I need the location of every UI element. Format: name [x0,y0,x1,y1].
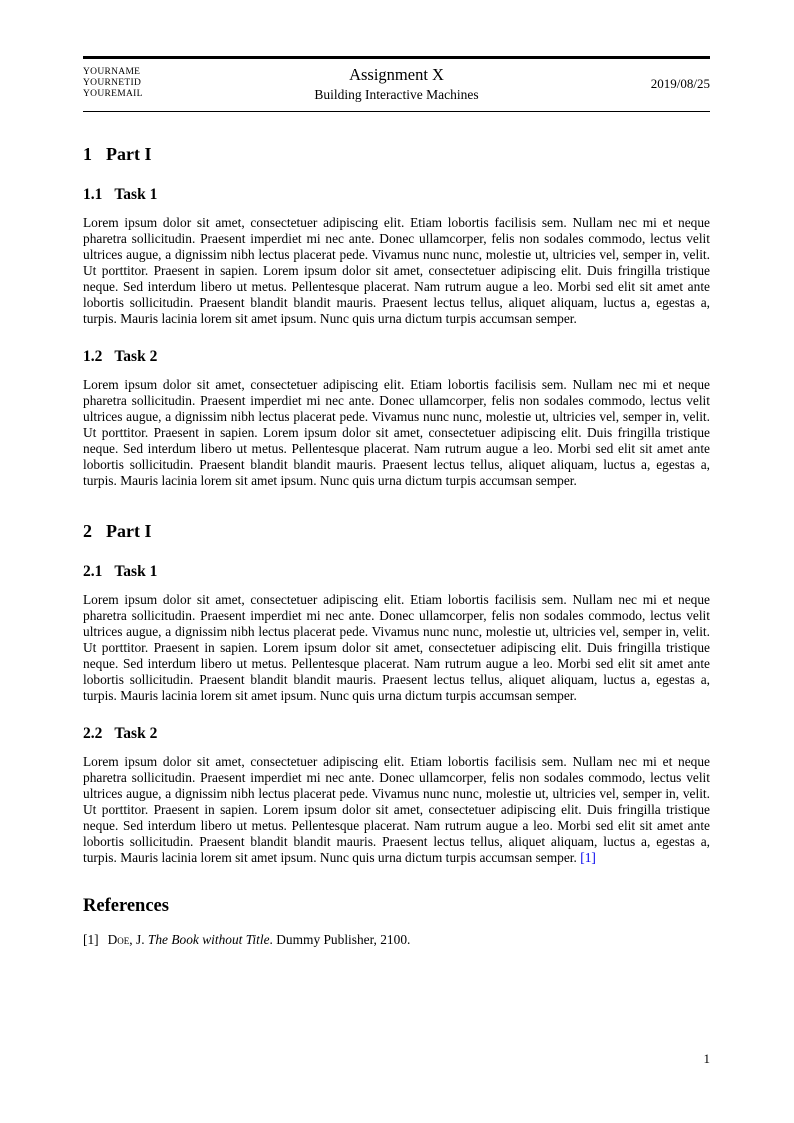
subsection-2-2-title: Task 2 [114,724,158,742]
author-block [83,67,314,100]
paragraph-text: Lorem ipsum dolor sit amet, consectetuer adipiscing elit. Etiam lobortis facilisis sem. Nullam nec mi et neque pharetra sollicitudin. Praesent imperdiet mi nec ante. Donec ullamcorper, felis non sodales commodo, lectus velit ultrices augue, a dignissim nibh lectus placerat pede. Vivamus nunc nunc, molestie ut, ultricies vel, semper in, velit. Ut porttitor. Praesent in sapien. Lorem ipsum dolor sit amet, consectetuer adipiscing elit. Duis fringilla tristique neque. Sed interdum libero ut metus. Pellentesque placerat. Nam rutrum augue a leo. Morbi sed elit sit amet ante lobortis sollicitudin. Praesent blandit blandit mauris. Praesent lectus tellus, aliquet aliquam, luctus a, egestas a, turpis. Mauris lacinia lorem sit amet ipsum. Nunc quis urna dictum turpis accumsan semper. [83,376,710,488]
author-netid: YOURNETID [83,78,142,89]
section-2-heading [83,521,710,542]
subsection-2-2-number: 2.2 [83,724,103,742]
subsection-1-2-heading [83,348,710,366]
paragraph-text: Lorem ipsum dolor sit amet, consectetuer adipiscing elit. Etiam lobortis facilisis sem. Nullam nec mi et neque pharetra sollicitudin. Praesent imperdiet mi nec ante. Donec ullamcorper, felis non sodales commodo, lectus velit ultrices augue, a dignissim nibh lectus placerat pede. Vivamus nunc nunc, molestie ut, ultricies vel, semper in, velit. Ut porttitor. Praesent in sapien. Lorem ipsum dolor sit amet, consectetuer adipiscing elit. Duis fringilla tristique neque. Sed interdum libero ut metus. Pellentesque placerat. Nam rutrum augue a leo. Morbi sed elit sit amet ante lobortis sollicitudin. Praesent blandit blandit mauris. Praesent lectus tellus, aliquet aliquam, luctus a, egestas a, turpis. Mauris lacinia lorem sit amet ipsum. Nunc quis urna dictum turpis accumsan semper. [83,591,710,703]
author-email: YOUREMAIL [83,89,143,100]
subsection-1-1-paragraph [83,215,710,327]
reference-book-title: The Book without Title [147,931,270,947]
document-body [83,144,710,948]
subsection-2-1-title: Task 1 [114,562,158,580]
subsection-2-2-paragraph [83,754,710,866]
paragraph-text: Lorem ipsum dolor sit amet, consectetuer adipiscing elit. Etiam lobortis facilisis sem. Nullam nec mi et neque pharetra sollicitudin. Praesent imperdiet mi nec ante. Donec ullamcorper, felis non sodales commodo, lectus velit ultrices augue, a dignissim nibh lectus placerat pede. Vivamus nunc nunc, molestie ut, ultricies vel, semper in, velit. Ut porttitor. Praesent in sapien. Lorem ipsum dolor sit amet, consectetuer adipiscing elit. Duis fringilla tristique neque. Sed interdum libero ut metus. Pellentesque placerat. Nam rutrum augue a leo. Morbi sed elit sit amet ante lobortis sollicitudin. Praesent blandit blandit mauris. Praesent lectus tellus, aliquet aliquam, luctus a, egestas a, turpis. Mauris lacinia lorem sit amet ipsum. Nunc quis urna dictum turpis accumsan semper. [83,753,710,865]
subsection-1-1-number: 1.1 [83,185,103,203]
section-1-title: Part I [106,143,152,164]
subsection-1-2-paragraph [83,377,710,489]
reference-publisher: . Dummy Publisher, 2100. [269,931,411,947]
subsection-1-2-number: 1.2 [83,347,103,365]
section-2 [83,521,710,866]
document-subtitle: Building Interactive Machines [314,86,479,102]
section-2-number: 2 [83,520,92,541]
subsection-2-1-paragraph [83,592,710,704]
subsection-2-2-heading [83,725,710,743]
header-bottom-rule [83,111,710,112]
document-title: Assignment X [349,64,444,84]
document-header [83,59,710,111]
title-block [314,65,478,103]
paragraph-text: Lorem ipsum dolor sit amet, consectetuer adipiscing elit. Etiam lobortis facilisis sem. Nullam nec mi et neque pharetra sollicitudin. Praesent imperdiet mi nec ante. Donec ullamcorper, felis non sodales commodo, lectus velit ultrices augue, a dignissim nibh lectus placerat pede. Vivamus nunc nunc, molestie ut, ultricies vel, semper in, velit. Ut porttitor. Praesent in sapien. Lorem ipsum dolor sit amet, consectetuer adipiscing elit. Duis fringilla tristique neque. Sed interdum libero ut metus. Pellentesque placerat. Nam rutrum augue a leo. Morbi sed elit sit amet ante lobortis sollicitudin. Praesent blandit blandit mauris. Praesent lectus tellus, aliquet aliquam, luctus a, egestas a, turpis. Mauris lacinia lorem sit amet ipsum. Nunc quis urna dictum turpis accumsan semper. [83,214,710,326]
author-name: YOURNAME [83,67,141,78]
references-heading: References [83,895,169,916]
reference-author: Doe, J. [107,931,145,947]
citation-link[interactable]: [1] [580,849,596,865]
section-2-title: Part I [106,520,152,541]
references-section [83,896,710,948]
reference-item [83,932,710,948]
subsection-2-1-number: 2.1 [83,562,103,580]
reference-text [108,932,411,948]
subsection-1-2-title: Task 2 [114,347,158,365]
page-number: 1 [703,1051,710,1066]
subsection-2-1-heading [83,563,710,581]
subsection-1-1-heading [83,186,710,204]
section-1 [83,144,710,489]
section-1-heading [83,144,710,165]
reference-label: [1] [83,931,99,947]
subsection-1-1-title: Task 1 [114,185,158,203]
document-date: 2019/08/25 [650,75,711,91]
section-1-number: 1 [83,143,92,164]
